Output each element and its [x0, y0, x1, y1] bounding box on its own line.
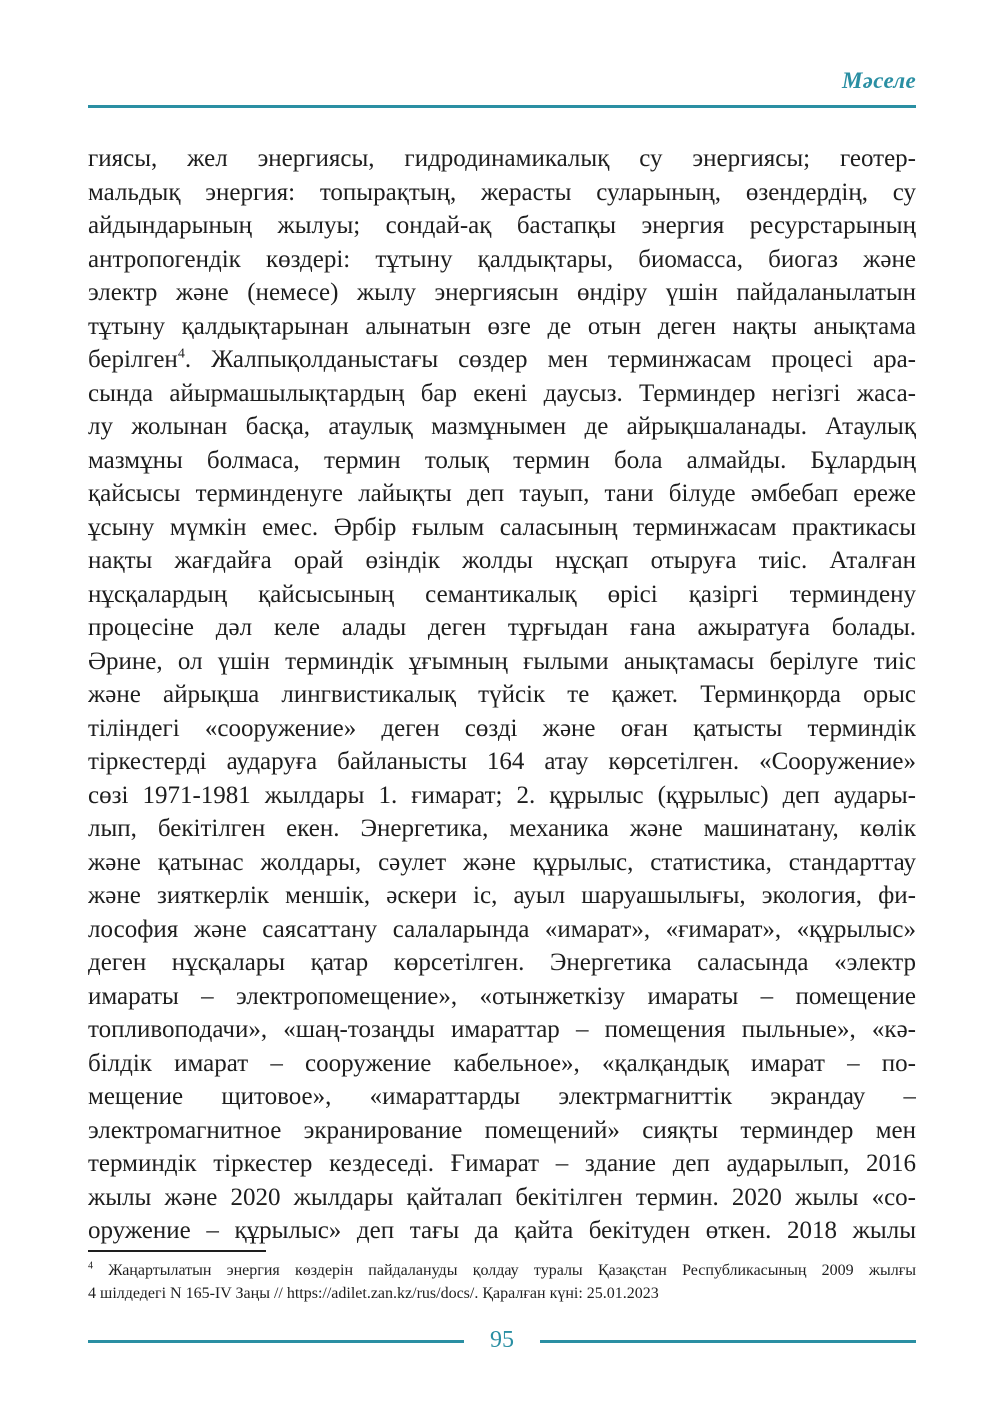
footer-divider-left: [88, 1340, 464, 1343]
text-line: лып, бекітілген екен. Энергетика, механика және машинатану, көлік: [88, 815, 916, 842]
section-title: Мәселе: [841, 68, 916, 93]
text-line: сында айырмашылықтардың бар екені даусыз. Терминдер негізгі жаса-: [88, 379, 916, 407]
text-line: деген нұсқалары қатар көрсетілген. Энергетика саласында «электр: [88, 949, 916, 976]
text-line: жылы және 2020 жылдары қайталап бекітілген термин. 2020 жылы «со-: [88, 1183, 916, 1211]
text-line: оружение – құрылыс» деп тағы да қайта бекітуден өткен. 2018 жылы: [88, 1217, 916, 1244]
text-line: нақты жағдайға орай өзіндік жолды нұсқап отыруға тиіс. Аталған: [88, 547, 916, 574]
footnote-text: Жаңартылатын энергия көздерін пайдалануды қолдау туралы Қазақстан Республикасының 2009 жылғы: [108, 1262, 917, 1279]
header-divider: [88, 105, 916, 108]
footer-divider-right: [540, 1340, 916, 1343]
footnote-number: 4: [88, 1260, 93, 1272]
text-line: білдік имарат – сооружение кабельное», «қалқандық имарат – по-: [88, 1049, 916, 1077]
text-line: және зияткерлік меншік, әскери іс, ауыл шаруашылығы, экология, фи-: [88, 882, 916, 909]
footnote-line: 4 шілдедегі N 165-IV Заңы // https://adilet.zan.kz/rus/docs/. Қаралған күні: 25.01.2023: [88, 1285, 659, 1302]
text-line: лософия және саясаттану салаларында «имарат», «ғимарат», «құрылыс»: [88, 915, 916, 943]
text-line: электромагнитное экранирование помещений» сияқты терминдер мен: [88, 1116, 916, 1144]
text-fragment: берілген: [88, 346, 178, 373]
text-line: мещение щитовое», «имараттарды электрмагниттік экрандау –: [88, 1083, 916, 1110]
text-line: ұсыну мүмкін емес. Әрбір ғылым саласының терминжасам практикасы: [88, 513, 916, 541]
text-line: айдындарының жылуы; сондай-ақ бастапқы энергия ресурстарының: [88, 212, 916, 239]
text-line: терминдік тіркестер кездеседі. Ғимарат – здание деп аударылып, 2016: [88, 1150, 916, 1177]
text-line: тіліндегі «сооружение» деген сөзді және оған қатысты терминдік: [88, 714, 916, 742]
footnote-divider: [88, 1250, 266, 1252]
text-line: лу жолынан басқа, атаулық мазмұнымен де айрықшаланады. Атаулық: [88, 413, 916, 440]
text-line: тіркестерді аударуға байланысты 164 атау көрсетілген. «Сооружение»: [88, 748, 916, 775]
text-line: тұтыну қалдықтарынан алынатын өзге де отын деген нақты анықтама: [88, 312, 916, 340]
text-line-with-footnote-ref: [88, 343, 916, 377]
footnote-line: [88, 1259, 916, 1282]
text-line: процесіне дәл келе алады деген тұрғыдан ғана ажыратуға болады.: [88, 614, 916, 641]
text-line: Әрине, ол үшін терминдік ұғымның ғылыми анықтамасы берілуге тиіс: [88, 647, 916, 675]
text-line: гиясы, жел энергиясы, гидродинамикалық су энергиясы; геотер-: [88, 145, 916, 172]
text-line: нұсқалардың қайсысының семантикалық өрісі қазіргі терминдену: [88, 580, 916, 608]
page-number: 95: [490, 1327, 514, 1353]
text-line: электр және (немесе) жылу энергиясын өндіру үшін пайдаланылатын: [88, 279, 916, 306]
footnote: [88, 1259, 916, 1305]
text-line: мальдық энергия: топырақтың, жерасты суларының, өзендердің, су: [88, 178, 916, 206]
text-line: қайсысы терминденуге лайықты деп тауып, тани білуде әмбебап ереже: [88, 480, 916, 507]
text-line: сөзі 1971-1981 жылдары 1. ғимарат; 2. құрылыс (құрылыс) деп аудары-: [88, 781, 916, 809]
text-line: және қатынас жолдары, сәулет және құрылыс, статистика, стандарттау: [88, 848, 916, 876]
body-text: [88, 142, 916, 1248]
text-line: топливоподачи», «шаң-тозаңды имараттар – помещения пыльные», «кә-: [88, 1016, 916, 1043]
text-line: антропогендік көздері: тұтыну қалдықтары, биомасса, биогаз және: [88, 245, 916, 273]
text-line: және айрықша лингвистикалық түйсік те қажет. Терминқорда орыс: [88, 681, 916, 708]
text-fragment: . Жалпықолданыстағы сөздер мен терминжасам процесі ара-: [184, 346, 916, 373]
text-line: мазмұны болмаса, термин толық термин бола алмайды. Бұлардың: [88, 446, 916, 474]
footnote-reference[interactable]: 4: [177, 346, 185, 362]
text-line: имараты – электропомещение», «отынжеткізу имараты – помещение: [88, 982, 916, 1010]
